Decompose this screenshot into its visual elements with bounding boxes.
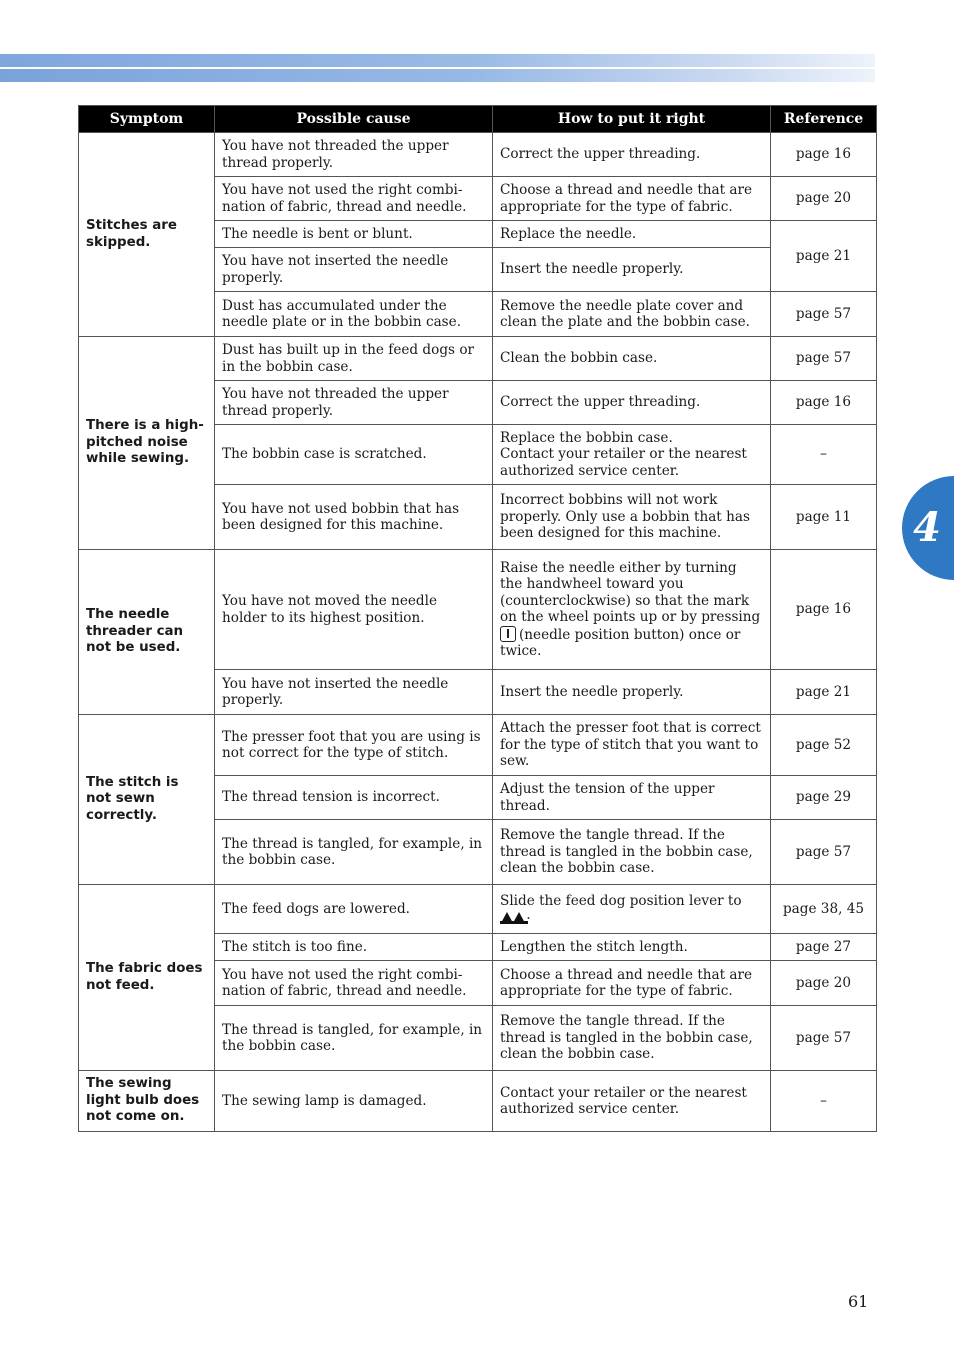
chapter-number: 4 xyxy=(913,504,941,551)
reference-cell: page 21 xyxy=(771,221,877,292)
table-row xyxy=(79,885,877,934)
cause-cell: Dust has built up in the feed dogs or in the bobbin case. xyxy=(215,337,493,381)
fix-line: Replace the bobbin case. xyxy=(500,429,673,446)
table-row xyxy=(79,1071,877,1132)
cause-cell: The needle is bent or blunt. xyxy=(215,221,493,248)
header-possible-cause: Possible cause xyxy=(215,106,493,133)
reference-cell: page 57 xyxy=(771,337,877,381)
header-reference: Reference xyxy=(771,106,877,133)
cause-cell: The bobbin case is scratched. xyxy=(215,425,493,485)
fix-cell xyxy=(493,885,771,934)
fix-cell xyxy=(493,425,771,485)
table-row xyxy=(79,133,877,177)
table-row xyxy=(79,550,877,670)
cause-cell: You have not threaded the upper thread properly. xyxy=(215,133,493,177)
symptom-cell: The sewing light bulb does not come on. xyxy=(79,1071,215,1132)
cause-cell: You have not used the right combi-nation of fabric, thread and needle. xyxy=(215,961,493,1006)
reference-cell: page 16 xyxy=(771,381,877,425)
reference-cell: page 16 xyxy=(771,133,877,177)
fix-cell: Insert the needle properly. xyxy=(493,248,771,292)
fix-cell: Remove the needle plate cover and clean the plate and the bobbin case. xyxy=(493,292,771,337)
reference-cell: – xyxy=(771,1071,877,1132)
cause-cell: The thread is tangled, for example, in the bobbin case. xyxy=(215,820,493,885)
reference-cell: page 21 xyxy=(771,670,877,715)
reference-cell: page 52 xyxy=(771,715,877,776)
reference-cell: page 20 xyxy=(771,961,877,1006)
fix-text: Slide the feed dog position lever to xyxy=(500,892,742,909)
header-band-bottom xyxy=(0,69,875,82)
needle-position-button-icon xyxy=(500,626,516,642)
header-how-to-fix: How to put it right xyxy=(493,106,771,133)
reference-cell: page 16 xyxy=(771,550,877,670)
cause-cell: You have not inserted the needle properly. xyxy=(215,670,493,715)
table-header-row xyxy=(79,106,877,133)
fix-cell xyxy=(493,550,771,670)
reference-cell: page 57 xyxy=(771,292,877,337)
reference-cell: – xyxy=(771,425,877,485)
fix-text: Raise the needle either by turning the handwheel toward you (counterclockwise) so that the mark on the wheel points up or by pressing xyxy=(500,559,761,625)
fix-line: Contact your retailer or the nearest authorized service center. xyxy=(500,446,747,479)
header-symptom: Symptom xyxy=(79,106,215,133)
chapter-tab xyxy=(902,476,954,580)
symptom-cell: The needle threader can not be used. xyxy=(79,550,215,715)
table-row xyxy=(79,715,877,776)
cause-cell: The presser foot that you are using is not correct for the type of stitch. xyxy=(215,715,493,776)
reference-cell: page 57 xyxy=(771,820,877,885)
feed-dogs-raised-icon xyxy=(500,909,530,925)
cause-cell: You have not used the right combi-nation of fabric, thread and needle. xyxy=(215,177,493,221)
fix-text: (needle position button) once or twice. xyxy=(500,626,741,659)
fix-cell: Remove the tangle thread. If the thread is tangled in the bobbin case, clean the bobbin case. xyxy=(493,820,771,885)
fix-cell: Adjust the tension of the upper thread. xyxy=(493,776,771,820)
fix-cell: Correct the upper threading. xyxy=(493,381,771,425)
reference-cell: page 20 xyxy=(771,177,877,221)
cause-cell: The stitch is too fine. xyxy=(215,934,493,961)
symptom-cell: There is a high-pitched noise while sewing. xyxy=(79,337,215,550)
fix-cell: Lengthen the stitch length. xyxy=(493,934,771,961)
fix-cell: Choose a thread and needle that are appropriate for the type of fabric. xyxy=(493,177,771,221)
symptom-cell: The stitch is not sewn correctly. xyxy=(79,715,215,885)
header-band-top xyxy=(0,54,875,67)
page-number: 61 xyxy=(848,1292,869,1311)
cause-cell: The feed dogs are lowered. xyxy=(215,885,493,934)
fix-cell: Choose a thread and needle that are appropriate for the type of fabric. xyxy=(493,961,771,1006)
fix-cell: Replace the needle. xyxy=(493,221,771,248)
symptom-cell: Stitches are skipped. xyxy=(79,133,215,337)
cause-cell: You have not moved the needle holder to its highest position. xyxy=(215,550,493,670)
fix-cell: Correct the upper threading. xyxy=(493,133,771,177)
cause-cell: You have not inserted the needle properly. xyxy=(215,248,493,292)
cause-cell: The thread tension is incorrect. xyxy=(215,776,493,820)
reference-cell: page 29 xyxy=(771,776,877,820)
table-row xyxy=(79,337,877,381)
reference-cell: page 38, 45 xyxy=(771,885,877,934)
cause-cell: The thread is tangled, for example, in the bobbin case. xyxy=(215,1006,493,1071)
fix-cell: Clean the bobbin case. xyxy=(493,337,771,381)
reference-cell: page 57 xyxy=(771,1006,877,1071)
fix-cell: Attach the presser foot that is correct for the type of stitch that you want to sew. xyxy=(493,715,771,776)
cause-cell: You have not used bobbin that has been designed for this machine. xyxy=(215,485,493,550)
symptom-cell: The fabric does not feed. xyxy=(79,885,215,1071)
troubleshooting-table xyxy=(78,105,877,1132)
cause-cell: The sewing lamp is damaged. xyxy=(215,1071,493,1132)
fix-cell: Incorrect bobbins will not work properly. Only use a bobbin that has been designed for this machine. xyxy=(493,485,771,550)
fix-cell: Remove the tangle thread. If the thread is tangled in the bobbin case, clean the bobbin case. xyxy=(493,1006,771,1071)
cause-cell: You have not threaded the upper thread properly. xyxy=(215,381,493,425)
fix-cell: Insert the needle properly. xyxy=(493,670,771,715)
reference-cell: page 11 xyxy=(771,485,877,550)
fix-cell: Contact your retailer or the nearest authorized service center. xyxy=(493,1071,771,1132)
reference-cell: page 27 xyxy=(771,934,877,961)
cause-cell: Dust has accumulated under the needle plate or in the bobbin case. xyxy=(215,292,493,337)
